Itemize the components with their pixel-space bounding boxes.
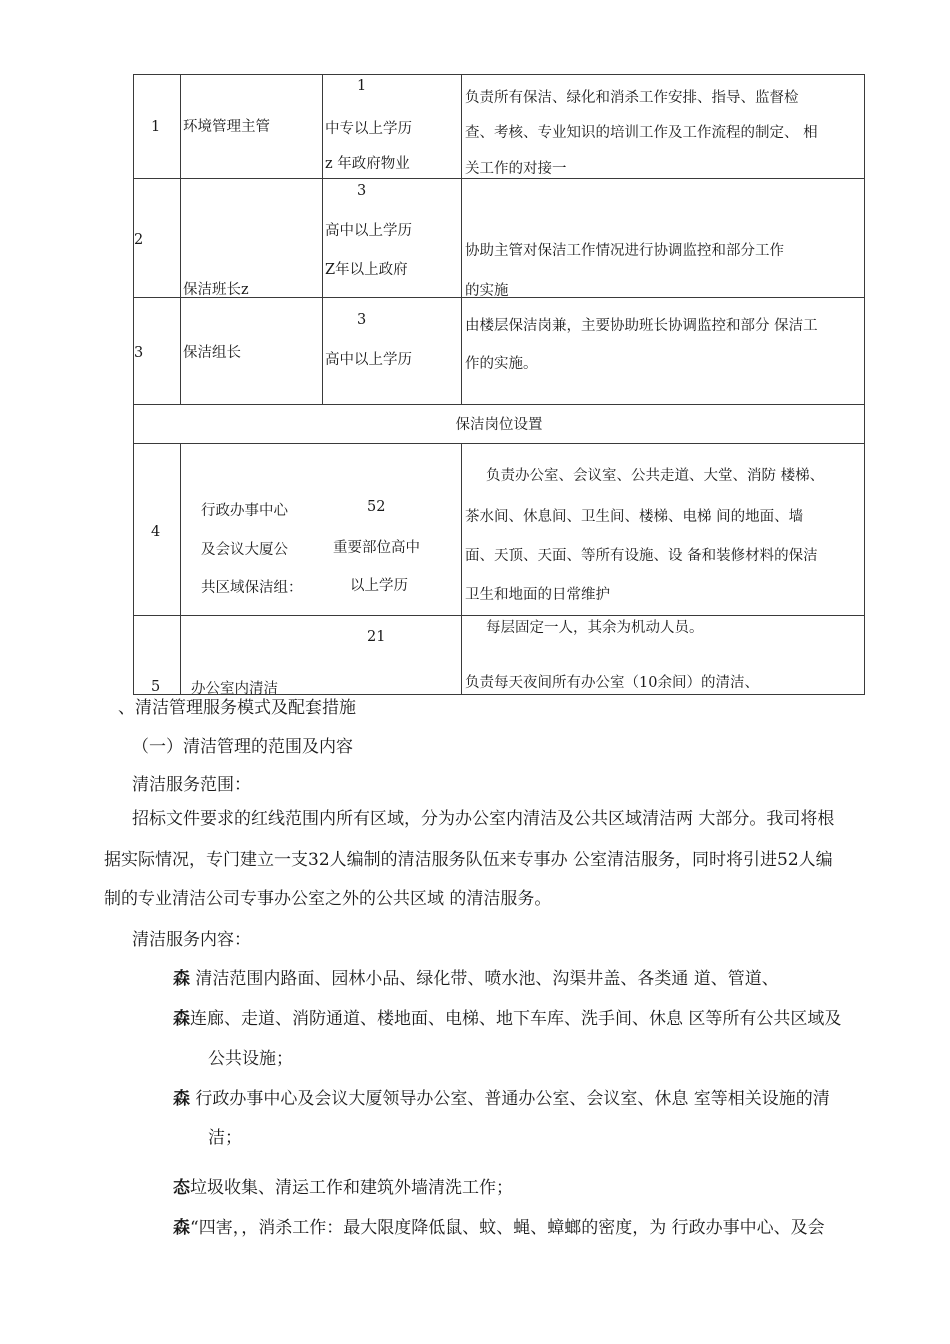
duty-line: 每层固定一人，其余为机动人员。 <box>486 620 704 636</box>
row-number: 2 <box>134 232 144 248</box>
position-title: 及会议大厦公 <box>201 542 288 558</box>
list-item-continuation: 公共设施； <box>208 1049 293 1069</box>
headcount: 3 <box>357 183 367 199</box>
list-item <box>173 1008 841 1030</box>
paragraph-line: 招标文件要求的红线范围内所有区域，分为办公室内清洁及公共区域清洁两 大部分。我司将根 <box>132 809 835 829</box>
bullet-mark: 森 <box>173 1089 190 1109</box>
duty-line: 的实施 <box>465 283 509 299</box>
headcount: 3 <box>357 312 367 328</box>
table-border <box>133 74 864 75</box>
position-title: 保洁班长z <box>183 282 249 298</box>
table-border <box>180 443 181 695</box>
list-item <box>173 1177 513 1199</box>
duty-line: 负责每天夜间所有办公室（10余间）的清洁、 <box>465 675 759 691</box>
row-number: 4 <box>151 524 161 540</box>
requirement-line: 以上学历 <box>350 578 408 594</box>
table-border <box>133 443 864 444</box>
subsection-heading: （一）清洁管理的范围及内容 <box>132 737 353 757</box>
position-title: 行政办事中心 <box>201 503 288 519</box>
position-title: 保洁组长 <box>183 345 241 361</box>
requirement-line: 高中以上学历 <box>325 223 412 239</box>
list-item-text: 垃圾收集、清运工作和建筑外墙清洗工作； <box>190 1178 513 1198</box>
duty-line: 由楼层保洁岗兼，主要协助班长协调监控和部分 保洁工 <box>465 318 818 334</box>
duty-line: 负责办公室、会议室、公共走道、大堂、消防 楼梯、 <box>486 468 825 484</box>
content-label: 清洁服务内容： <box>132 930 251 950</box>
list-item-continuation: 洁； <box>208 1128 242 1148</box>
position-title: 环境管理主管 <box>183 119 270 135</box>
row-number: 3 <box>134 345 144 361</box>
position-title: 共区域保洁组： <box>201 580 303 596</box>
duty-line: 面、天顶、天面、等所有设施、设 备和装修材料的保洁 <box>465 548 818 564</box>
list-item <box>173 1217 825 1239</box>
row-number: 1 <box>151 119 161 135</box>
duty-line: 作的实施。 <box>465 356 538 372</box>
list-item-text: 行政办事中心及会议大厦领导办公室、普通办公室、会议室、休息 室等相关设施的清 <box>190 1089 830 1109</box>
table-border <box>133 615 864 616</box>
duty-line: 查、考核、专业知识的培训工作及工作流程的制定、 相 <box>465 125 818 141</box>
requirement-line: Z年以上政府 <box>325 262 408 278</box>
table-border <box>133 178 864 179</box>
duty-line: 关工作的对接一 <box>465 161 567 177</box>
table-border <box>133 404 864 405</box>
table-border <box>133 74 134 695</box>
bullet-mark: 森 <box>173 1218 190 1238</box>
bullet-mark: 森 <box>173 1009 190 1029</box>
bullet-mark: 态 <box>173 1178 190 1198</box>
requirement-line: 中专以上学历 <box>325 121 412 137</box>
list-item-text: 清洁范围内路面、园林小品、绿化带、喷水池、沟渠井盖、各类通 道、管道、 <box>190 969 779 989</box>
duty-line: 茶水间、休息间、卫生间、楼梯、电梯 间的地面、墙 <box>465 509 804 525</box>
paragraph-line: 制的专业清洁公司专事办公室之外的公共区域 的清洁服务。 <box>104 889 552 909</box>
section-heading: 、清洁管理服务模式及配套措施 <box>118 698 356 718</box>
scope-label: 清洁服务范围： <box>132 775 251 795</box>
list-item-text: 连廊、走道、消防通道、楼地面、电梯、地下车库、洗手间、休息 区等所有公共区域及 <box>190 1009 842 1029</box>
table-border <box>461 74 462 404</box>
table-border <box>180 74 181 404</box>
list-item-text: “四害，，消杀工作：最大限度降低鼠、蚊、蝇、蟑螂的密度，为 行政办事中心、及会 <box>190 1218 825 1238</box>
paragraph-line: 据实际情况，专门建立一支32人编制的清洁服务队伍来专事办 公室清洁服务，同时将引进52人编 <box>104 850 833 870</box>
duty-line: 卫生和地面的日常维护 <box>465 587 610 603</box>
requirement-line: 高中以上学历 <box>325 352 412 368</box>
table-border <box>461 443 462 695</box>
bullet-mark: 森 <box>173 969 190 989</box>
duty-line: 负责所有保洁、绿化和消杀工作安排、指导、监督检 <box>465 90 799 106</box>
table-border <box>864 74 865 695</box>
table-border <box>322 74 323 404</box>
headcount: 52 <box>367 499 386 515</box>
list-item <box>173 968 779 990</box>
section-header: 保洁岗位设置 <box>455 417 543 433</box>
requirement-line: z 年政府物业 <box>325 156 410 172</box>
duty-line: 协助主管对保洁工作情况进行协调监控和部分工作 <box>465 243 784 259</box>
headcount: 1 <box>357 78 367 94</box>
headcount: 21 <box>367 629 386 645</box>
position-title: 办公室内清洁 <box>191 681 278 697</box>
row-number: 5 <box>151 679 161 695</box>
list-item <box>173 1088 830 1110</box>
requirement-line: 重要部位高中 <box>333 540 420 556</box>
